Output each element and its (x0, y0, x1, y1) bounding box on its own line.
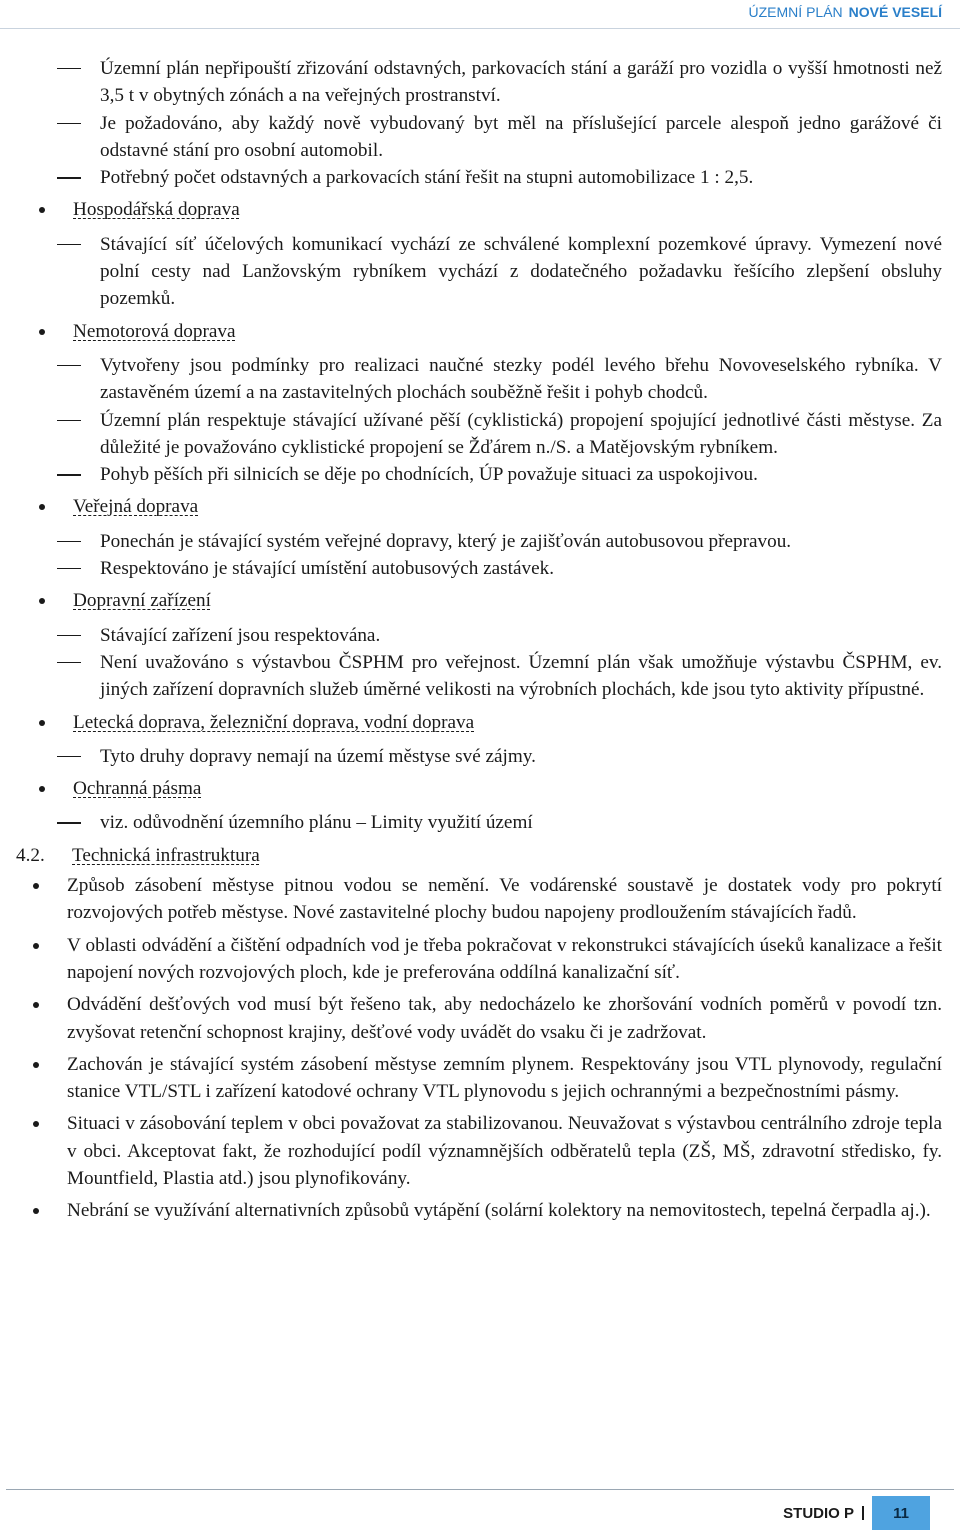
page-header (749, 4, 942, 20)
dash-item: Územní plán respektuje stávající užívané pěší (cyklistická) propojení spojující jednotlivé části městyse. Za důležité je považováno cyklistické propojení se Žďárem n./S. a Matějovským rybníkem. (0, 407, 960, 462)
footer-divider (6, 1489, 954, 1490)
dash-item: Tyto druhy dopravy nemají na území městyse své zájmy. (0, 743, 960, 770)
subheading-nemotorova: Nemotorová doprava (0, 318, 960, 345)
subheading-dopravni-zarizeni: Dopravní zařízení (0, 587, 960, 614)
bullet-item: Situaci v zásobování teplem v obci považovat za stabilizovanou. Neuvažovat s výstavbou centrálního zdroje tepla v obci. Akceptovat fakt, že rozhodující podíl významnějších odběratelů tepla (ZŠ, MŠ, zdravotní středisko, fy. Mountfield, Plastia atd.) jsou plynofikovány. (0, 1110, 960, 1192)
subheading-ochranna-pasma: Ochranná pásma (0, 775, 960, 802)
bullet-item: Způsob zásobení městyse pitnou vodou se nemění. Ve vodárenské soustavě je dostatek vody pro pokrytí rozvojových potřeb městyse. Nové zastavitelné plochy budou napojeny prodloužením stávajících řadů. (0, 872, 960, 927)
document-body (0, 55, 960, 1230)
header-town: NOVÉ VESELÍ (848, 4, 942, 20)
dash-item: Územní plán nepřipouští zřizování odstavných, parkovacích stání a garáží pro vozidla o vyšší hmotnosti než 3,5 t v obytných zónách a na veřejných prostranství. (0, 55, 960, 110)
dash-item: Není uvažováno s výstavbou ČSPHM pro veřejnost. Územní plán však umožňuje výstavbu ČSPHM, ev. jiných zařízení dopravních služeb úměrné velikosti na výrobních plochách, kde jsou tyto aktivity přípustné. (0, 649, 960, 704)
dash-item: Pohyb pěších při silnicích se děje po chodnících, ÚP považuje situaci za uspokojivou. (0, 461, 960, 488)
footer-studio: STUDIO P (783, 1504, 854, 1522)
dash-item: Stávající zařízení jsou respektována. (0, 622, 960, 649)
subheading-verejna: Veřejná doprava (0, 493, 960, 520)
dash-item: Respektováno je stávající umístění autobusových zastávek. (0, 555, 960, 582)
bullet-item: Zachován je stávající systém zásobení městyse zemním plynem. Respektovány jsou VTL plynovody, regulační stanice VTL/STL i zařízení katodové ochrany VTL plynovodu s jejich ochrannými a bezpečnostními pásmy. (0, 1051, 960, 1106)
page-footer (775, 1496, 930, 1530)
dash-item: Ponechán je stávající systém veřejné dopravy, který je zajišťován autobusovou přepravou. (0, 528, 960, 555)
bullet-item: Odvádění dešťových vod musí být řešeno tak, aby nedocházelo ke zhoršování vodních poměrů v povodí tzn. zvyšovat retenční schopnost krajiny, dešťové vody uvádět do vsaku či je zadržovat. (0, 991, 960, 1046)
bullet-item: V oblasti odvádění a čištění odpadních vod je třeba pokračovat v rekonstrukci stávajících úseků kanalizace a řešit napojení nových rozvojových ploch, kde je preferována oddílná kanalizační síť. (0, 932, 960, 987)
dash-item: Je požadováno, aby každý nově vybudovaný byt měl na příslušející parcele alespoň jedno garážové či odstavné stání pro osobní automobil. (0, 110, 960, 165)
dash-item: viz. odůvodnění územního plánu – Limity využití území (0, 809, 960, 836)
section-number: 4.2. (16, 844, 45, 866)
bullet-item: Nebrání se využívání alternativních způsobů vytápění (solární kolektory na nemovitostech, tepelná čerpadla aj.). (0, 1197, 960, 1224)
footer-separator (862, 1506, 864, 1520)
page-number: 11 (872, 1496, 930, 1530)
header-divider (0, 28, 960, 29)
section-heading (0, 842, 960, 869)
section-title: Technická infrastruktura (72, 844, 260, 866)
header-doc-type: ÚZEMNÍ PLÁN (748, 4, 843, 20)
subheading-letecka: Letecká doprava, železniční doprava, vodní doprava (0, 709, 960, 736)
dash-item: Vytvořeny jsou podmínky pro realizaci naučné stezky podél levého břehu Novoveselského rybníka. V zastavěném území a na zastavitelných plochách souběžně řešit i pohyb chodců. (0, 352, 960, 407)
subheading-hospodarska: Hospodářská doprava (0, 196, 960, 223)
dash-item: Stávající síť účelových komunikací vychází ze schválené komplexní pozemkové úpravy. Vymezení nové polní cesty nad Lanžovským rybníkem vychází z dodatečného požadavku řešícího zlepšení obsluhy pozemků. (0, 231, 960, 313)
dash-item: Potřebný počet odstavných a parkovacích stání řešit na stupni automobilizace 1 : 2,5. (0, 164, 960, 191)
